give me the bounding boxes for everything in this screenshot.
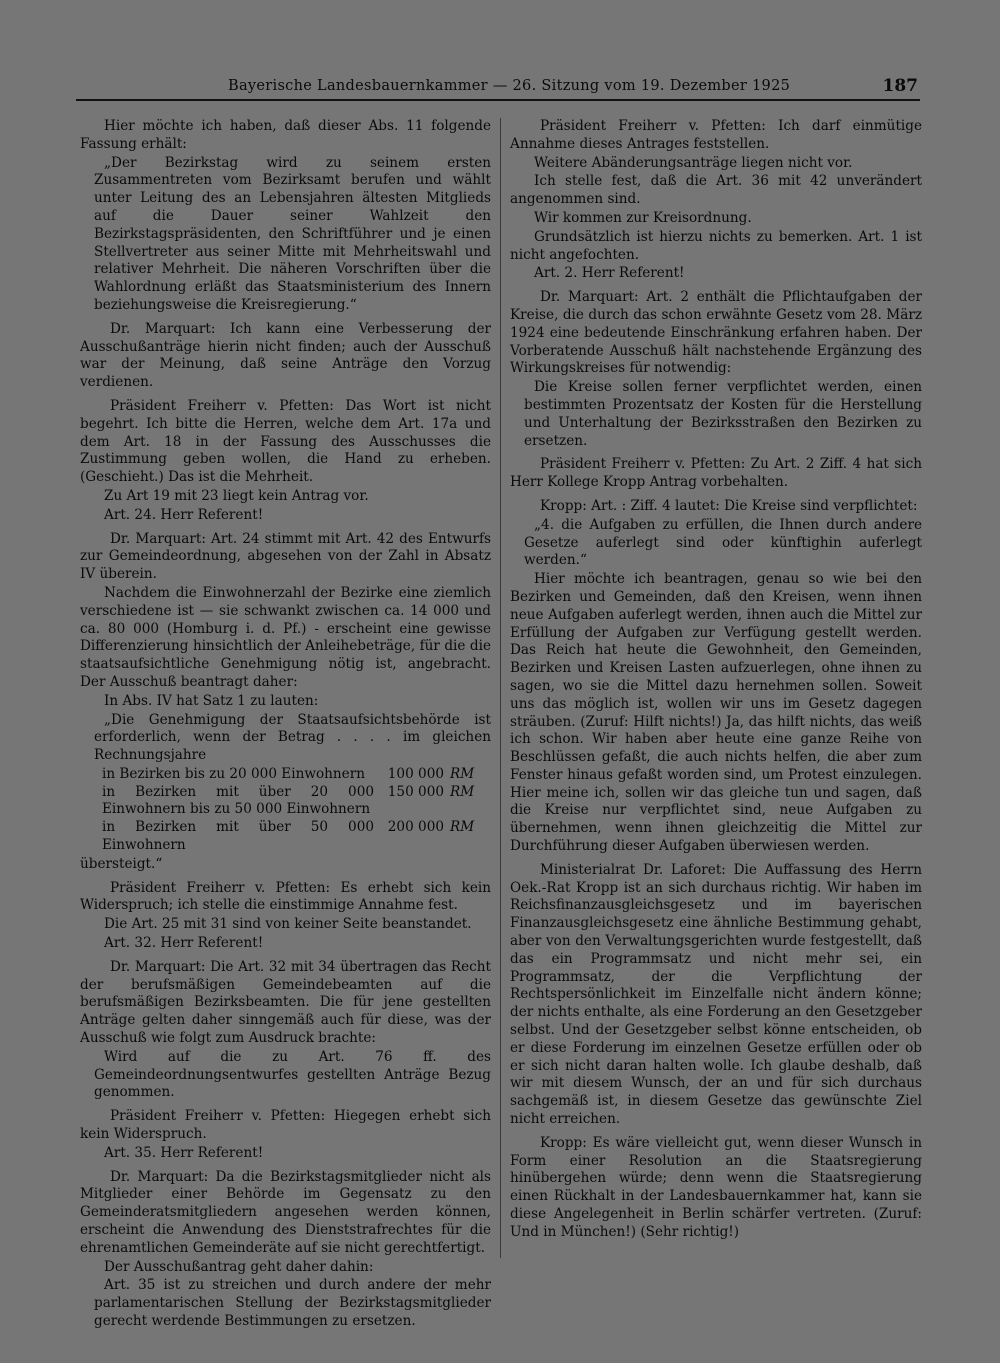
paragraph: Art. 24. Herr Referent! [104,506,264,523]
speaker-paragraph: Kropp: Es wäre vielleicht gut, wenn dieser Wunsch in Form einer Resolution an die Staatsregierung hinübergehen würde; denn wenn die Staatsregierung einen Rückhalt in der Landesbauernkammer hat, kann sie diese Angelegenheit in Berlin schärfer vertreten. (Zuruf: Und in München!) (Sehr richtig!) [510,1134,922,1240]
speaker-paragraph: Präsident Freiherr v. Pfetten: Das Wort ist nicht begehrt. Ich bitte die Herren, welche dem Art. 17a und dem Art. 18 in der Fassung des Ausschusses die Zustimmung geben wollen, die Hand zu erheben. (Geschieht.) Das ist die Mehrheit. [80,397,491,486]
column-divider [500,118,501,1258]
paragraph: Hier möchte ich beantragen, genau so wie bei den Bezirken und Gemeinden, daß den Kreisen, wenn ihnen neue Aufgaben auferlegt werden, ihnen auch die Mittel zur Erfüllung der Aufgaben zur Verfügung gestellt werden. Das Reich hat heute die Gewohnheit, den Gemeinden, Bezirken und Kreisen Lasten aufzuerlegen, ohne ihnen zu sagen, wo sie die Mittel dazu hernehmen sollen. Soweit uns das möglich ist, wollen wir uns im Gesetz dagegen sträuben. (Zuruf: Hilft nichts!) Ja, das hilft nichts, das weiß ich schon. Wir haben aber heute eine ganze Reihe von Beschlüssen gefaßt, die auch nichts helfen, die aber zum Fenster hinaus gefaßt worden sind, um Protest einzulegen. Hier meine ich, sollen wir das gleiche tun und sagen, daß die Kreise nur verpflichtet sind, neue Aufgaben zu übernehmen, wenn ihnen gleichzeitig die Mittel zur Durchführung dieser Aufgaben überwiesen werden. [510,571,922,855]
speaker-paragraph: Kropp: Art. : Ziff. 4 lautet: Die Kreise sind verpflichtet: [540,497,918,514]
speaker-paragraph: Dr. Marquart: Art. 2 enthält die Pflichtaufgaben der Kreise, die durch das schon erwähnte Gesetz vom 28. März 1924 eine bedeutende Einschränkung erfahren haben. Der Vorberatende Ausschuß hält nachstehende Ergänzung des Wirkungskreises für notwendig: [510,289,922,377]
left-column [80,118,491,1332]
amounts-table [102,766,482,855]
amount-unit: RM [450,765,475,782]
quoted-proposal: Art. 35 ist zu streichen und durch andere der mehr parlamentarischen Stellung der Bezirkstagsmitglieder gerecht werdende Bestimmungen zu ersetzen. [94,1277,491,1329]
amount-text: in Bezirken mit über 50 000 Einwohnern [102,819,374,854]
paragraph: Weitere Abänderungsanträge liegen nicht vor. [534,154,853,171]
paragraph: Art. 35. Herr Referent! [104,1144,264,1161]
page-number: 187 [882,76,918,96]
quoted-proposal: „Die Genehmigung der Staatsaufsichtsbehörde ist erforderlich, wenn der Betrag . . . . im gleichen Rechnungsjahre [94,711,491,764]
paragraph: Art. 32. Herr Referent! [104,935,264,952]
amount-text: in Bezirken bis zu 20 000 Einwohnern [102,765,365,782]
amount-value: 100 000 [387,765,444,782]
right-column [510,118,922,1243]
amount-row [102,784,482,820]
speaker-paragraph: Präsident Freiherr v. Pfetten: Zu Art. 2 Ziff. 4 hat sich Herr Kollege Kropp Antrag vorbehalten. [510,456,922,491]
quoted-proposal: „Der Bezirkstag wird zu seinem ersten Zusammentreten vom Bezirksamt berufen und wählt unter Leitung des an Lebensjahren ältesten Mitglieds auf die Dauer seiner Wahlzeit den Bezirkstagspräsidenten, den Schriftführer und je einen Stellvertreter aus seiner Mitte mit Mehrheitswahl und relativer Mehrheit. Die näheren Vorschriften über die Wahlordnung erläßt das Staatsministerium des Innern beziehungsweise die Kreisregierung.“ [94,154,491,313]
speaker-paragraph: Ministerialrat Dr. Laforet: Die Auffassung des Herrn Oek.-Rat Kropp ist an sich durchaus richtig. Wir haben im Reichsfinanzausgleichsgesetz und im bayerischen Finanzausgleichsgesetz eine ähnliche Bestimmung gehabt, aber von den Verwaltungsgerichten wurde festgestellt, daß das ein Programmsatz und nicht mehr sei, ein Programmsatz, der die Verpflichtung der Rechtspersönlichkeit im Einzelfalle nicht ändern könne; der nichts enthalte, als eine Forderung an den Gesetzgeber selbst. Und der Gesetzgeber selbst könne entscheiden, ob er diese Forderung im einzelnen Gesetze erfüllen oder ob er sich nicht daran halten wolle. Ich glaube deshalb, daß wir mit diesem Wunsch, der an und für sich durchaus sachgemäß ist, in diesem Gesetze das gewünschte Ziel nicht erreichen. [510,861,922,1128]
quoted-proposal: Wird auf die zu Art. 76 ff. des Gemeindeordnungsentwurfes gestellten Anträge Bezug genommen. [94,1048,491,1101]
quoted-law-text: „4. die Aufgaben zu erfüllen, die Ihnen durch andere Gesetze auferlegt sind oder künftighin auferlegt werden.“ [524,516,922,569]
paragraph: Die Art. 25 mit 31 sind von keiner Seite beanstandet. [104,916,472,933]
amount-unit: RM [450,783,475,800]
header-rule [76,99,920,101]
paragraph: Ich stelle fest, daß die Art. 36 mit 42 unverändert angenommen sind. [510,173,922,208]
paragraph: Wir kommen zur Kreisordnung. [534,209,752,226]
amount-value: 200 000 [387,819,444,836]
paragraph: Zu Art 19 mit 23 liegt kein Antrag vor. [104,487,369,504]
speaker-paragraph: Präsident Freiherr v. Pfetten: Es erhebt sich kein Widerspruch; ich stelle die einstimmige Annahme fest. [80,879,491,914]
speaker-paragraph: Dr. Marquart: Da die Bezirkstagsmitglieder nicht als Mitglieder einer Behörde im Gegensatz zu den Gemeinderatsmitgliedern angesehen werden können, erscheint die Anwendung des Dienststrafrechtes für die ehrenamtlichen Gemeinderäte auf sie nicht gerechtfertigt. [80,1168,491,1256]
amount-row [102,819,482,855]
amount-unit: RM [450,819,475,836]
paragraph: Nachdem die Einwohnerzahl der Bezirke eine ziemlich verschiedene ist — sie schwankt zwischen ca. 14 000 und ca. 80 000 (Homburg i. d. Pf.) - erscheint eine gewisse Differenzierung hinsichtlich der Anleihebeträge, für die die staatsaufsichtliche Genehmigung nötig ist, angebracht. Der Ausschuß beantragt daher: [80,584,491,690]
amount-text: in Bezirken mit über 20 000 Einwohnern bis zu 50 000 Einwohnern [102,783,374,818]
running-title: Bayerische Landesbauernkammer — 26. Sitzung vom 19. Dezember 1925 [228,78,791,94]
paragraph: Hier möchte ich haben, daß dieser Abs. 11 folgende Fassung erhält: [80,118,491,152]
speaker-paragraph: Dr. Marquart: Die Art. 32 mit 34 übertragen das Recht der berufsmäßigen Gemeindebeamten auf die berufsmäßigen Bezirksbeamten. Die für jene gestellten Anträge gelten daher sinngemäß auch für diese, was der Ausschuß wie folgt zum Ausdruck brachte: [80,958,491,1047]
quoted-proposal: Die Kreise sollen ferner verpflichtet werden, einen bestimmten Prozentsatz der Kosten für die Herstellung und Unterhaltung der Bezirksstraßen den Bezirken zu ersetzen. [524,379,922,449]
speaker-paragraph: Präsident Freiherr v. Pfetten: Ich darf einmütige Annahme dieses Antrages feststellen. [510,118,922,152]
amount-row [102,766,482,784]
speaker-paragraph: Dr. Marquart: Ich kann eine Verbesserung der Ausschußanträge hierin nicht finden; auch der Ausschuß war der Meinung, daß seine Anträge den Vorzug verdienen. [80,320,491,391]
speaker-paragraph: Dr. Marquart: Art. 24 stimmt mit Art. 42 des Entwurfs zur Gemeindeordnung, abgesehen von der Zahl in Absatz IV überein. [80,530,491,583]
paragraph: Art. 2. Herr Referent! [534,265,685,282]
paragraph: übersteigt.“ [80,855,163,872]
paragraph: Der Ausschußantrag geht daher dahin: [104,1258,374,1275]
amount-value: 150 000 [387,783,444,800]
speaker-paragraph: Präsident Freiherr v. Pfetten: Hiegegen erhebt sich kein Widerspruch. [80,1108,491,1143]
paragraph: In Abs. IV hat Satz 1 zu lauten: [104,692,319,709]
paragraph: Grundsätzlich ist hierzu nichts zu bemerken. Art. 1 ist nicht angefochten. [510,228,922,263]
